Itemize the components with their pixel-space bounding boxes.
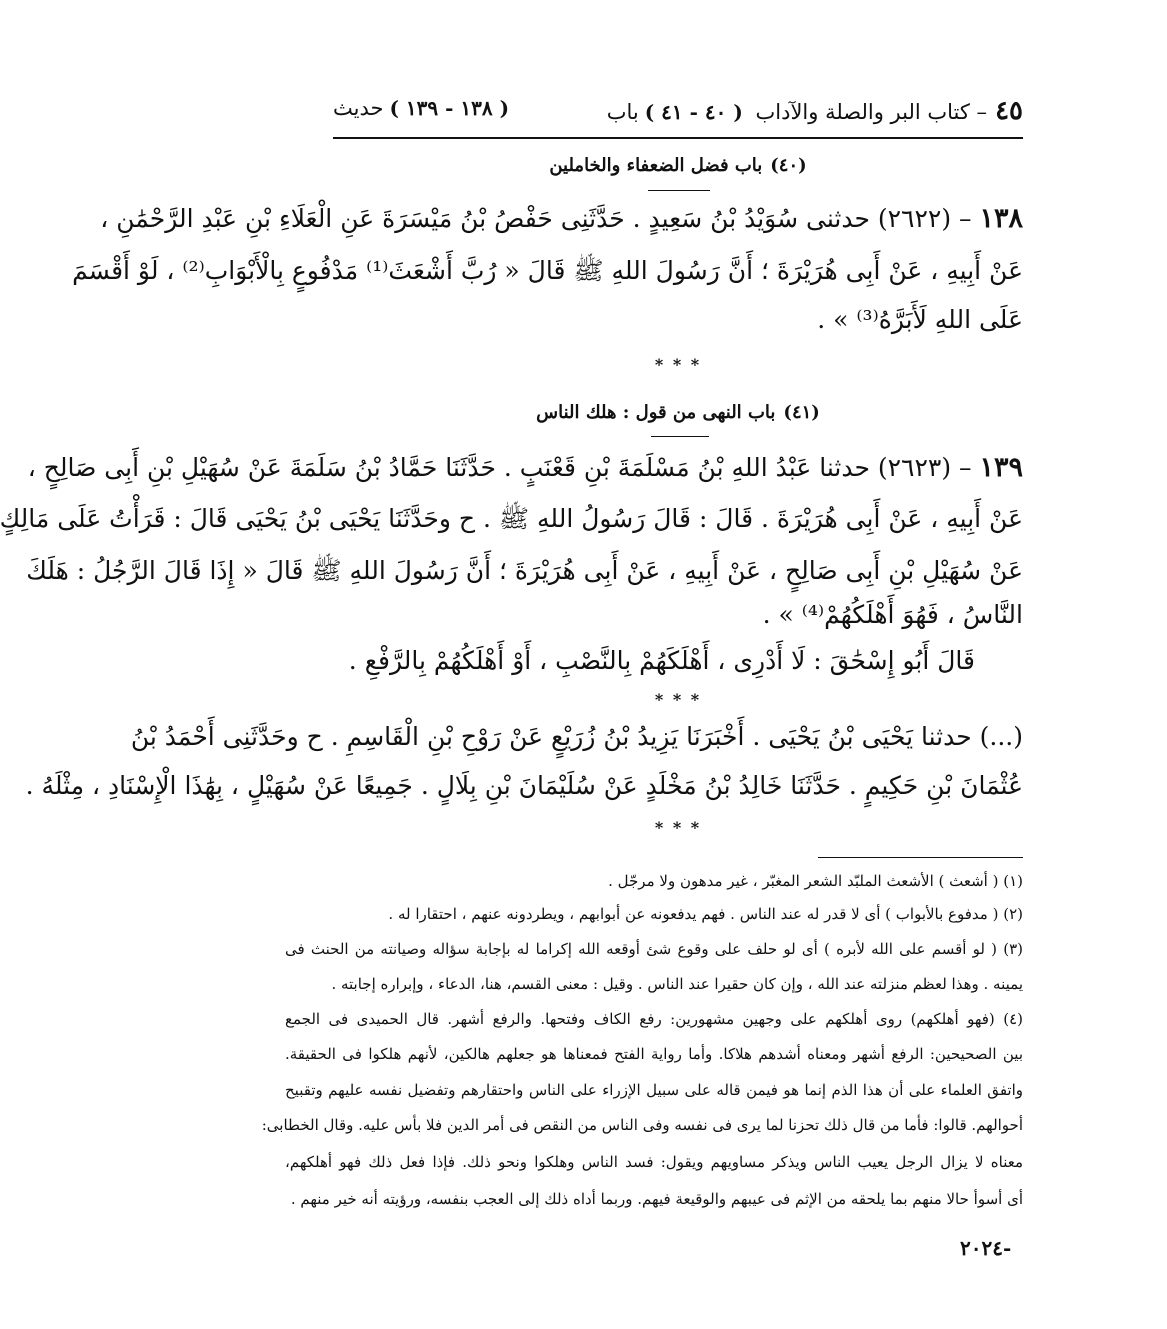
footnote-1: (١) ( أشعث ) الأشعث الملبّد الشعر المغبّر ، غير مدهون ولا مرجّل . — [608, 872, 1023, 890]
chapter-41-underline — [651, 436, 709, 437]
chapter-40-text: باب فضل الضعفاء والخاملين — [549, 155, 763, 176]
footnote-2: (٢) ( مدفوع بالأبواب ) أى لا قدر له عند الناس . فهم يدفعونه عن أبوابهم ، ويطردونه عنهم ، احتقارا له . — [388, 905, 1023, 923]
header-book-title: – كتاب البر والصلة والآداب — [755, 100, 988, 124]
hadith-139-number: ١٣٩ — [979, 452, 1023, 483]
header-hadith-range: ( ١٣٨ - ١٣٩ ) — [389, 96, 510, 120]
hadith-139-line-1 — [27, 452, 1023, 483]
hadith-138-line-2: عَنْ أَبِيهِ ، عَنْ أَبِى هُرَيْرَةَ ؛ أَنَّ رَسُولَ اللهِ ﷺ قَالَ « رُبَّ أَشْعَثَ⁽¹⁾ مَدْفُوعٍ بِالْأَبْوَابِ⁽²⁾ ، لَوْ أَقْسَمَ — [72, 256, 1023, 285]
chapter-41-title — [333, 402, 1023, 423]
separator-stars-1: * * * — [654, 355, 702, 374]
chapter-40-underline — [648, 190, 710, 191]
hadith-139-line-4: النَّاسُ ، فَهُوَ أَهْلَكُهُمْ⁽⁴⁾ » . — [762, 600, 1023, 629]
hadith-extra-line-2: عُثْمَانَ بْنِ حَكِيمٍ . حَدَّثَنَا خَالِدُ بْنُ مَخْلَدٍ عَنْ سُلَيْمَانَ بْنِ بِلَالٍ . جَمِيعًا عَنْ سُهَيْلٍ ، بِهَٰذَا الْإِسْنَادِ ، مِثْلَهُ . — [25, 771, 1023, 800]
hadith-139-line-3: عَنْ سُهَيْلِ بْنِ أَبِى صَالِحٍ ، عَنْ أَبِيهِ ، عَنْ أَبِى هُرَيْرَةَ ؛ أَنَّ رَسُولَ اللهِ ﷺ قَالَ « إِذَا قَالَ الرَّجُلُ : هَلَكَ — [26, 556, 1023, 585]
header-hadith-label: حديث — [333, 96, 384, 120]
hadith-139-text-1: – (٢٦٢٣) حدثنا عَبْدُ اللهِ بْنُ مَسْلَمَةَ بْنِ قَعْنَبٍ . حَدَّثَنَا حَمَّادُ بْنُ سَلَمَةَ عَنْ سُهَيْلِ بْنِ أَبِى صَالِحٍ ، — [27, 453, 972, 482]
header-bab-range: ( ٤٠ - ٤١ ) — [644, 100, 743, 124]
separator-stars-3: * * * — [654, 818, 702, 837]
header-bab-label: باب — [606, 100, 639, 124]
header-page-number: ٤٥ — [995, 96, 1023, 126]
footnote-3-line-2: يمينه . وهذا لعظم منزلته عند الله ، وإن كان حقيرا عند الناس . وقيل : معنى القسم، هنا، الدعاء ، وإبراره إجابته . — [331, 975, 1023, 993]
header-hadith-info — [333, 96, 509, 120]
hadith-139-note: قَالَ أَبُو إِسْحَٰقَ : لَا أَدْرِى ، أَهْلَكَهُمْ بِالنَّصْبِ ، أَوْ أَهْلَكُهُمْ بِالرَّفْعِ . — [348, 646, 975, 675]
chapter-41-text: باب النهى من قول : هلك الناس — [536, 402, 776, 423]
footnote-rule — [818, 857, 1023, 858]
footnote-4-line-5: معناه لا يزال الرجل يعيب الناس ويذكر مساويهم ويقول: فسد الناس وهلكوا ونحو ذلك. فإذا فعل ذلك فهو أهلكهم، — [285, 1153, 1023, 1171]
hadith-138-line-1 — [100, 203, 1023, 234]
chapter-40-number: (٤٠) — [770, 155, 807, 176]
hadith-138-line-3: عَلَى اللهِ لَأَبَرَّهُ⁽³⁾ » . — [817, 305, 1023, 334]
header-rule — [333, 137, 1023, 139]
running-header — [333, 96, 1023, 136]
hadith-extra-line-1: (...) حدثنا يَحْيَى بْنُ يَحْيَى . أَخْبَرَنَا يَزِيدُ بْنُ زُرَيْعٍ عَنْ رَوْحِ بْنِ الْقَاسِمِ . ح وحَدَّثَنِى أَحْمَدُ بْنُ — [130, 722, 1023, 751]
chapter-41-number: (٤١) — [783, 402, 820, 423]
hadith-138-number: ١٣٨ — [979, 203, 1023, 234]
footnote-3-line-1: (٣) ( لو أقسم على الله لأبره ) أى لو حلف على وقوع شئ أوقعه الله إكراما له بإجابة سؤاله وصيانته من الحنث فى — [285, 940, 1023, 958]
page-number: -٢٠٢٤ — [960, 1236, 1012, 1260]
footnote-4-line-6: أى أسوأ حالا منهم بما يلحقه من الإثم فى عيبهم والوقيعة فيهم. وربما أداه ذلك إلى العجب بنفسه، ورؤيته أنه خير منهم . — [290, 1190, 1023, 1208]
separator-stars-2: * * * — [654, 690, 702, 709]
hadith-138-text-1: – (٢٦٢٢) حدثنى سُوَيْدُ بْنُ سَعِيدٍ . حَدَّثَنِى حَفْصُ بْنُ مَيْسَرَةَ عَنِ الْعَلَاءِ بْنِ عَبْدِ الرَّحْمَٰنِ ، — [100, 204, 972, 233]
footnote-4-line-2: بين الصحيحين: الرفع أشهر ومعناه أشدهم هلاكا. وأما رواية الفتح فمعناها هو جعلهم هالكين، لأنهم هلكوا فى الحقيقة. — [285, 1045, 1023, 1063]
footnote-4-line-3: واتفق العلماء على أن هذا الذم إنما هو فيمن قاله على سبيل الإزراء على الناس واحتقارهم وتفضيل نفسه عليهم وتقبيح — [285, 1081, 1023, 1099]
footnote-4-line-1: (٤) (فهو أهلكهم) روى أهلكهم على وجهين مشهورين: رفع الكاف وفتحها. والرفع أشهر. قال الحميدى فى الجمع — [285, 1010, 1023, 1028]
footnote-4-line-4: أحوالهم. قالوا: فأما من قال ذلك تحزنا لما يرى فى نفسه وفى الناس من النقص فى أمر الدين فلا بأس عليه. وقال الخطابى: — [261, 1116, 1023, 1134]
header-book-info — [607, 96, 1023, 126]
hadith-139-line-2: عَنْ أَبِيهِ ، عَنْ أَبِى هُرَيْرَةَ . قَالَ : قَالَ رَسُولُ اللهِ ﷺ . ح وحَدَّثَنَا يَحْيَى بْنُ يَحْيَى قَالَ : قَرَأْتُ عَلَى مَالِكٍ — [0, 504, 1023, 533]
chapter-40-title — [333, 155, 1023, 176]
